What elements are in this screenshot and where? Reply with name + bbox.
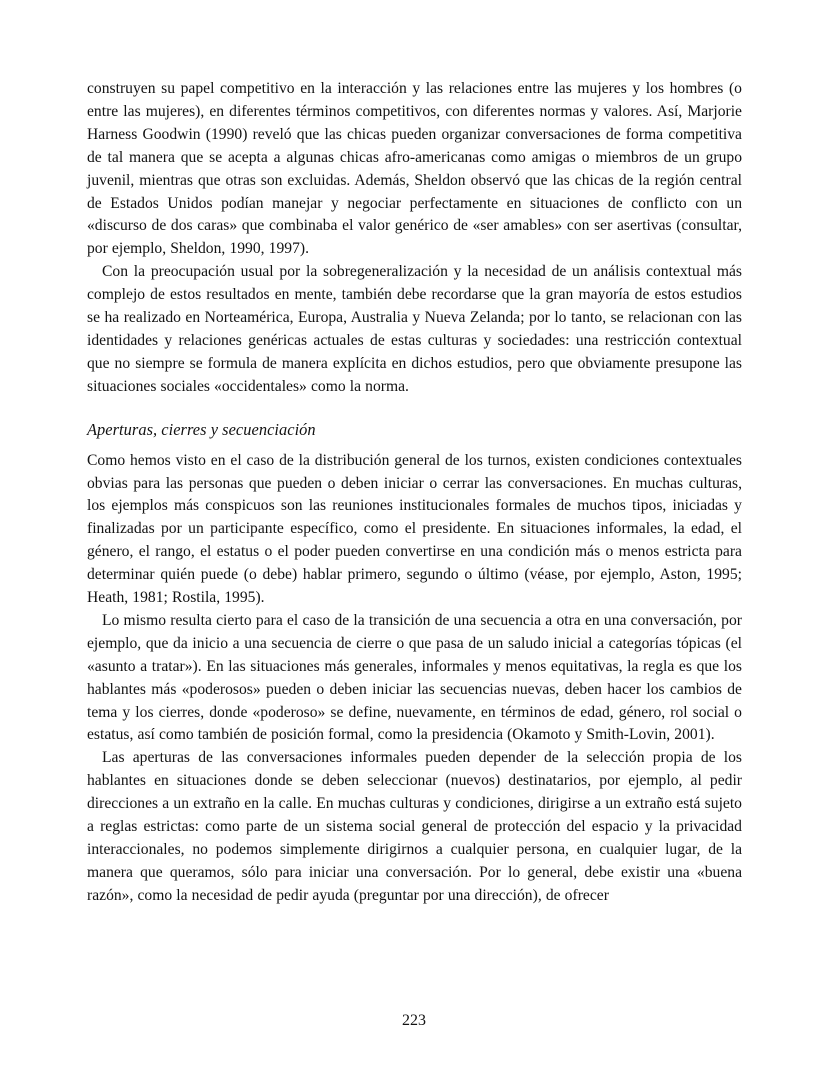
paragraph-continuation: construyen su papel competitivo en la interacción y las relaciones entre las mujeres y los hombres (o entre las mujeres), en diferentes términos competitivos, con diferentes normas y valores. Así, Marjorie Harness Goodwin (1990) reveló que las chicas pueden organizar conversaciones de forma competitiva de tal manera que se acepta a algunas chicas afro-americanas como amigas o miembros de un grupo juvenil, mientras que otras son excluidas. Además, Sheldon observó que las chicas de la región central de Estados Unidos podían manejar y negociar perfectamente en situaciones de conflicto con un «discurso de dos caras» que combinaba el valor genérico de «ser amables» con ser asertivas (consultar, por ejemplo, Sheldon, 1990, 1997).	[87, 80, 742, 258]
paragraph-las-aperturas: Las aperturas de las conversaciones informales pueden depender de la selección propia de los hablantes en situaciones donde se deben seleccionar (nuevos) destinatarios, por ejemplo, al pedir direcciones a un extraño en la calle. En muchas culturas y condiciones, dirigirse a un extraño está sujeto a reglas estrictas: como parte de un sistema social general de protección del espacio y la privacidad interaccionales, no podemos simplemente dirigirnos a cualquier persona, en cualquier lugar, de la manera que queramos, sólo para iniciar una conversación. Por lo general, debe existir una «buena razón», como la necesidad de pedir ayuda (preguntar por una dirección), de ofrecer	[87, 749, 742, 904]
paragraph-sobregeneralizacion: Con la preocupación usual por la sobregeneralización y la necesidad de un análisis contextual más complejo de estos resultados en mente, también debe recordarse que la gran mayoría de estos estudios se ha realizado en Norteamérica, Europa, Australia y Nueva Zelanda; por lo tanto, se relacionan con las identidades y relaciones genéricas actuales de estas culturas y sociedades: una restricción contextual que no siempre se formula de manera explícita en dichos estudios, pero que obviamente presupone las situaciones sociales «occidentales» como la norma.	[87, 263, 742, 395]
page-number: 223	[402, 1012, 426, 1029]
paragraph-lo-mismo: Lo mismo resulta cierto para el caso de la transición de una secuencia a otra en una conversación, por ejemplo, que da inicio a una secuencia de cierre o que pasa de un saludo inicial a categorías tópicas (el «asunto a tratar»). En las situaciones más generales, informales y menos equitativas, la regla es que los hablantes más «poderosos» pueden o deben iniciar las secuencias nuevas, deben hacer los cambios de tema y los cierres, donde «poderoso» se define, nuevamente, en términos de edad, género, rol social o estatus, así como también de posición formal, como la presidencia (Okamoto y Smith-Lovin, 2001).	[87, 611, 742, 744]
heading-spacer-top	[87, 399, 742, 419]
section-heading-aperturas: Aperturas, cierres y secuenciación	[87, 419, 316, 439]
page-text-block	[87, 78, 742, 908]
paragraph-como-hemos-visto: Como hemos visto en el caso de la distribución general de los turnos, existen condiciones contextuales obvias para las personas que pueden o deben iniciar o cerrar las conversaciones. En muchas culturas, los ejemplos más conspicuos son las reuniones institucionales formales de muchos tipos, iniciadas y finalizadas por un participante específico, como el presidente. En situaciones informales, la edad, el género, el rango, el estatus o el poder pueden convertirse en una condición más o menos estricta para determinar quién puede (o debe) hablar primero, segundo o último (véase, por ejemplo, Aston, 1995; Heath, 1981; Rostila, 1995).	[87, 451, 742, 607]
heading-spacer-bottom	[87, 442, 742, 450]
